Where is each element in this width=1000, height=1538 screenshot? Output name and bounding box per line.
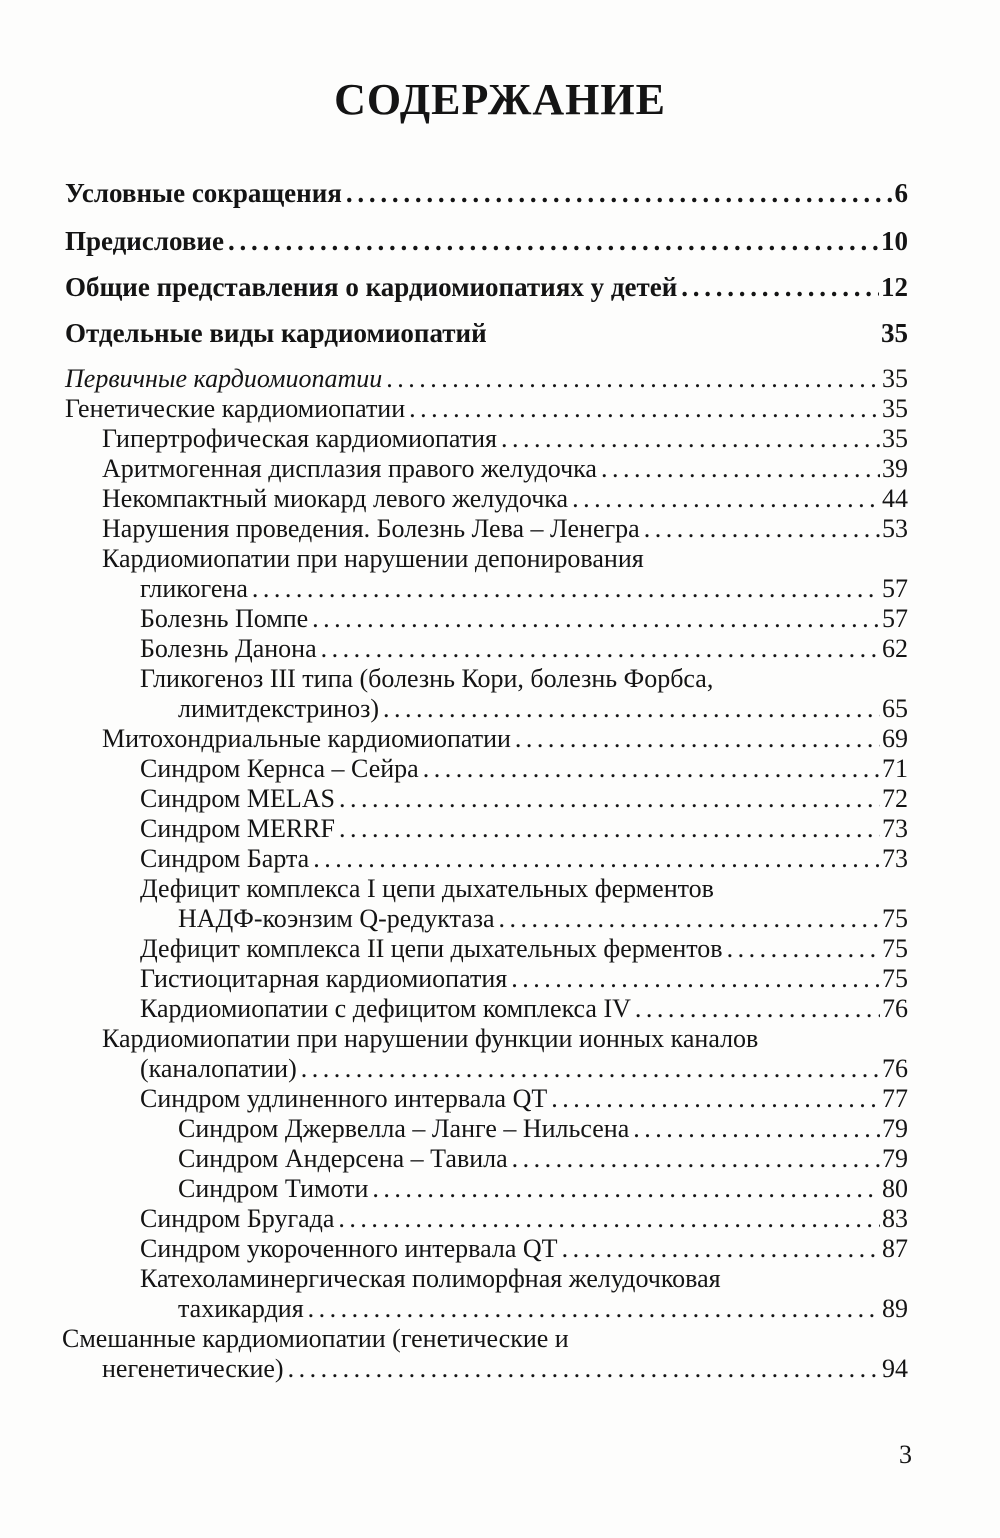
toc-entry-page: 79 bbox=[882, 1114, 908, 1143]
toc-entry-title: Предисловие bbox=[65, 226, 224, 256]
toc-entry-page: 80 bbox=[882, 1174, 908, 1203]
toc-leader-dots bbox=[681, 272, 879, 302]
toc-entry bbox=[62, 1324, 908, 1354]
toc-entry bbox=[140, 754, 908, 784]
toc-entry-title: Синдром Бругада bbox=[140, 1204, 335, 1233]
toc-entry bbox=[140, 844, 908, 874]
toc-entry-page: 44 bbox=[882, 484, 908, 513]
toc-entry-title: Гликогеноз III типа (болезнь Кори, болезнь Форбса, bbox=[140, 664, 714, 693]
toc-entry bbox=[140, 664, 908, 694]
toc-entry-page: 62 bbox=[882, 634, 908, 663]
toc-entry-page: 71 bbox=[882, 754, 908, 783]
toc-entry bbox=[65, 178, 908, 208]
toc-entry-title: Дефицит комплекса II цепи дыхательных ферментов bbox=[140, 934, 723, 963]
toc-leader-dots bbox=[372, 1174, 880, 1204]
toc-entry bbox=[178, 694, 908, 724]
toc-entry-page: 75 bbox=[882, 904, 908, 933]
toc-entry bbox=[65, 394, 908, 424]
toc-entry-title: Отдельные виды кардиомиопатий bbox=[65, 318, 487, 348]
toc-leader-dots bbox=[312, 604, 880, 634]
toc-entry-page: 57 bbox=[882, 604, 908, 633]
toc-entry-page: 94 bbox=[882, 1354, 908, 1383]
toc-entry bbox=[140, 784, 908, 814]
toc-entry-title: Нарушения проведения. Болезнь Лева – Ленегра bbox=[102, 514, 640, 543]
toc-entry-title: Болезнь Данона bbox=[140, 634, 317, 663]
toc-entry-title: Синдром удлиненного интервала QT bbox=[140, 1084, 548, 1113]
toc-entry bbox=[102, 424, 908, 454]
toc-leader-dots bbox=[346, 178, 893, 208]
toc-entry-title: Катехоламинергическая полиморфная желудочковая bbox=[140, 1264, 721, 1293]
toc-leader-dots bbox=[228, 226, 879, 256]
toc-entry bbox=[102, 454, 908, 484]
page-title: СОДЕРЖАНИЕ bbox=[334, 75, 666, 124]
toc-entry bbox=[178, 1294, 908, 1324]
page-number: 3 bbox=[899, 1440, 912, 1469]
toc-entry bbox=[102, 544, 908, 574]
toc-entry-page: 10 bbox=[881, 226, 908, 256]
toc-entry-title: Болезнь Помпе bbox=[140, 604, 309, 633]
toc-entry-title: Дефицит комплекса I цепи дыхательных ферментов bbox=[140, 874, 714, 903]
toc-entry bbox=[140, 1264, 908, 1294]
toc-entry-page: 69 bbox=[882, 724, 908, 753]
toc-leader-dots bbox=[601, 454, 880, 484]
toc-leader-dots bbox=[383, 694, 880, 724]
toc-entry bbox=[140, 1054, 908, 1084]
toc-entry-title: Синдром MELAS bbox=[140, 784, 335, 813]
toc-entry-title: Кардиомиопатии при нарушении функции ионных каналов bbox=[102, 1024, 759, 1053]
toc-entry-page: 39 bbox=[882, 454, 908, 483]
toc-entry-page: 83 bbox=[882, 1204, 908, 1233]
toc-entry-page: 73 bbox=[882, 814, 908, 843]
toc-entry bbox=[140, 574, 908, 604]
toc-leader-dots bbox=[301, 1054, 880, 1084]
toc-leader-dots bbox=[501, 424, 880, 454]
toc-entry-page: 87 bbox=[882, 1234, 908, 1263]
toc-leader-dots bbox=[423, 754, 880, 784]
toc-leader-dots bbox=[288, 1354, 880, 1384]
toc-leader-dots bbox=[386, 364, 880, 394]
toc-leader-dots bbox=[551, 1084, 880, 1114]
toc-entry-title: Гистиоцитарная кардиомиопатия bbox=[140, 964, 508, 993]
toc-entry-title: НАДФ-коэнзим Q-редуктаза bbox=[178, 904, 495, 933]
toc-entry-page: 89 bbox=[882, 1294, 908, 1323]
toc-entry-title: Синдром Барта bbox=[140, 844, 310, 873]
toc-leader-dots bbox=[512, 1144, 880, 1174]
toc-entry bbox=[140, 994, 908, 1024]
toc-entry-page: 79 bbox=[882, 1144, 908, 1173]
toc-entry bbox=[65, 226, 908, 256]
toc-entry-title: тахикардия bbox=[178, 1294, 304, 1323]
toc-entry bbox=[178, 1174, 908, 1204]
toc-entry-page: 72 bbox=[882, 784, 908, 813]
toc-entry bbox=[102, 514, 908, 544]
toc-leader-dots bbox=[321, 634, 880, 664]
toc-entry bbox=[140, 874, 908, 904]
toc-entry bbox=[178, 1144, 908, 1174]
toc-leader-dots bbox=[635, 994, 880, 1024]
toc-entry-page: 53 bbox=[882, 514, 908, 543]
toc-entry-title: Кардиомиопатии с дефицитом комплекса IV bbox=[140, 994, 631, 1023]
toc-entry-title: (каналопатии) bbox=[140, 1054, 297, 1083]
toc-entry-page: 35 bbox=[882, 394, 908, 423]
toc-leader-dots bbox=[572, 484, 880, 514]
toc-entry-page: 57 bbox=[882, 574, 908, 603]
toc-leader-dots bbox=[499, 904, 880, 934]
toc-entry bbox=[140, 1084, 908, 1114]
toc-entry-title: Синдром Кернса – Сейра bbox=[140, 754, 419, 783]
toc-entry-title: лимитдекстриноз) bbox=[178, 694, 380, 723]
toc-entry-title: Митохондриальные кардиомиопатии bbox=[102, 724, 511, 753]
toc-leader-dots bbox=[308, 1294, 880, 1324]
toc-entry bbox=[65, 364, 908, 394]
toc-entry bbox=[140, 634, 908, 664]
toc-entry-title: негенетические) bbox=[102, 1354, 284, 1383]
toc-entry-page: 35 bbox=[882, 364, 908, 393]
toc-entry-page: 77 bbox=[882, 1084, 908, 1113]
toc-leader-dots bbox=[562, 1234, 880, 1264]
toc-leader-dots bbox=[313, 844, 880, 874]
toc-entry-page: 6 bbox=[894, 178, 908, 208]
toc-entry bbox=[178, 1114, 908, 1144]
toc-entry-page: 12 bbox=[881, 272, 908, 302]
toc-entry bbox=[65, 318, 908, 348]
toc-leader-dots bbox=[339, 784, 880, 814]
toc-leader-dots bbox=[727, 934, 880, 964]
toc-entry-title: Некомпактный миокард левого желудочка bbox=[102, 484, 569, 513]
toc-entry-title: гликогена bbox=[140, 574, 248, 603]
toc-entry-page: 35 bbox=[881, 318, 908, 348]
toc-entry bbox=[102, 484, 908, 514]
toc-entry-title: Кардиомиопатии при нарушении депонирования bbox=[102, 544, 644, 573]
toc-entry-title: Синдром укороченного интервала QT bbox=[140, 1234, 558, 1263]
toc-leader-dots bbox=[515, 724, 880, 754]
toc-entry-title: Генетические кардиомиопатии bbox=[65, 394, 406, 423]
toc-leader-dots bbox=[633, 1114, 880, 1144]
toc-leader-dots bbox=[511, 964, 880, 994]
toc-entry-title: Первичные кардиомиопатии bbox=[65, 364, 383, 393]
toc-entry bbox=[140, 964, 908, 994]
toc-entry-page: 76 bbox=[882, 1054, 908, 1083]
toc-entry-title: Условные сокращения bbox=[65, 178, 342, 208]
toc-entry bbox=[102, 1024, 908, 1054]
toc-entry bbox=[140, 1234, 908, 1264]
toc-leader-dots bbox=[338, 1204, 880, 1234]
toc-entry-title: Смешанные кардиомиопатии (генетические и bbox=[62, 1324, 569, 1353]
toc-entry bbox=[140, 934, 908, 964]
toc-entry-title: Аритмогенная дисплазия правого желудочка bbox=[102, 454, 597, 483]
toc-entry-title: Синдром Андерсена – Тавила bbox=[178, 1144, 508, 1173]
toc-entry-page: 75 bbox=[882, 934, 908, 963]
toc-entry bbox=[65, 272, 908, 302]
toc-leader-dots bbox=[644, 514, 880, 544]
toc-entry bbox=[140, 814, 908, 844]
toc-entry-page: 65 bbox=[882, 694, 908, 723]
toc-entry bbox=[140, 604, 908, 634]
toc-entry bbox=[178, 904, 908, 934]
toc-entry-title: Синдром Тимоти bbox=[178, 1174, 369, 1203]
toc-entry-title: Синдром Джервелла – Ланге – Нильсена bbox=[178, 1114, 630, 1143]
toc-leader-dots bbox=[409, 394, 880, 424]
toc-entry-page: 75 bbox=[882, 964, 908, 993]
toc-entry-title: Общие представления о кардиомиопатиях у детей bbox=[65, 272, 678, 302]
toc-entry bbox=[140, 1204, 908, 1234]
toc-entry-page: 35 bbox=[882, 424, 908, 453]
toc-entry-page: 76 bbox=[882, 994, 908, 1023]
toc-entry-title: Гипертрофическая кардиомиопатия bbox=[102, 424, 498, 453]
toc-entry bbox=[102, 724, 908, 754]
toc-entry-title: Синдром MERRF bbox=[140, 814, 335, 843]
toc-entry-page: 73 bbox=[882, 844, 908, 873]
toc-leader-dots bbox=[339, 814, 880, 844]
toc-leader-dots bbox=[252, 574, 880, 604]
toc-entry bbox=[102, 1354, 908, 1384]
